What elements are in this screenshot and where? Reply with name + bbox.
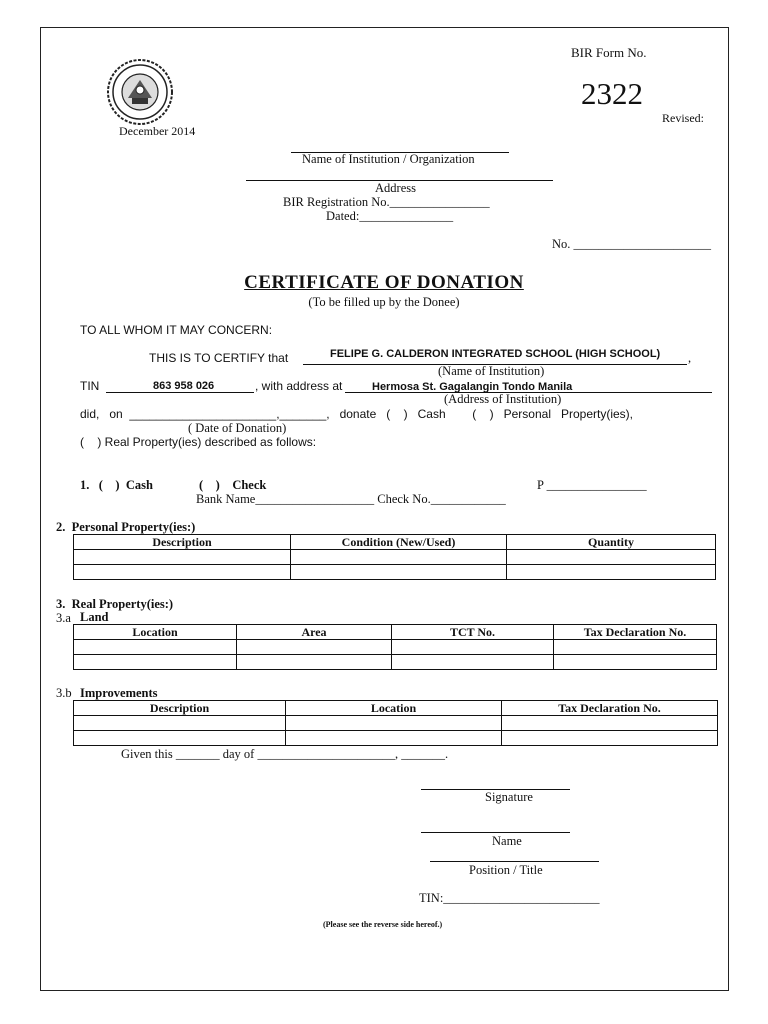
position-line[interactable]: [430, 861, 599, 862]
dated-field[interactable]: Dated:_______________: [326, 209, 454, 223]
comma: ,: [688, 351, 692, 365]
form-label: BIR Form No.: [571, 45, 647, 60]
date-of-donation-caption: ( Date of Donation): [188, 421, 287, 435]
table-row: [74, 550, 716, 565]
table-row: [74, 565, 716, 580]
land-number: 3.a: [56, 611, 71, 625]
bir-seal-logo: [106, 58, 174, 126]
certificate-subtitle: (To be filled up by the Donee): [308, 295, 460, 309]
column-header: Quantity: [507, 535, 716, 550]
column-header: Description: [74, 535, 291, 550]
institution-name-value[interactable]: FELIPE G. CALDERON INTEGRATED SCHOOL (HIGH SCHOOL): [330, 348, 661, 360]
column-header: Description: [74, 701, 286, 716]
land-table: [73, 624, 717, 670]
land-label: Land: [80, 610, 109, 624]
column-header: Location: [74, 625, 237, 640]
donation-line[interactable]: did, on ______________________,_______, donate ( ) Cash ( ) Personal Property(ies),: [80, 407, 634, 421]
cash-option[interactable]: 1. ( ) Cash: [80, 478, 153, 492]
given-this-field[interactable]: Given this _______ day of ______________________, _______.: [121, 747, 449, 761]
improvements-label: Improvements: [80, 686, 158, 700]
name-caption-footer: Name: [492, 834, 522, 848]
column-header: TCT No.: [392, 625, 554, 640]
salutation: TO ALL WHOM IT MAY CONCERN:: [80, 323, 273, 337]
address-caption: Address: [375, 181, 416, 195]
table-row: [74, 716, 718, 731]
certificate-title: CERTIFICATE OF DONATION: [244, 272, 524, 293]
column-header: Tax Declaration No.: [502, 701, 718, 716]
bank-check-field[interactable]: Bank Name___________________ Check No.____________: [196, 492, 506, 506]
table-row: [74, 640, 717, 655]
name-line[interactable]: [421, 832, 570, 833]
bir-registration-field[interactable]: BIR Registration No.________________: [283, 195, 490, 209]
personal-property-table: [73, 534, 716, 580]
form-border: [40, 27, 729, 991]
table-row: [74, 731, 718, 746]
signature-caption: Signature: [485, 790, 533, 804]
column-header: Condition (New/Used): [291, 535, 507, 550]
form-number: 2322: [581, 76, 643, 111]
table-row: [74, 655, 717, 670]
improvements-table: [73, 700, 718, 746]
position-caption: Position / Title: [469, 863, 543, 877]
revised-label: Revised:: [662, 111, 704, 125]
signatory-tin-field[interactable]: TIN:_________________________: [419, 891, 600, 905]
peso-amount-field[interactable]: P ________________: [537, 478, 647, 492]
tin-value[interactable]: 863 958 026: [153, 380, 215, 392]
tin-prefix: TIN: [80, 379, 100, 393]
certify-prefix: THIS IS TO CERTIFY that: [149, 351, 289, 365]
reverse-side-note: (Please see the reverse side hereof.): [323, 920, 443, 929]
address-of-institution-caption: (Address of Institution): [444, 392, 562, 406]
donor-address-value[interactable]: Hermosa St. Gagalangin Tondo Manila: [372, 381, 573, 393]
improvements-number: 3.b: [56, 686, 72, 700]
real-property-heading: 3. Real Property(ies:): [56, 597, 174, 611]
personal-property-heading: 2. Personal Property(ies:): [56, 520, 196, 534]
certificate-number-field[interactable]: No. ______________________: [552, 237, 712, 251]
column-header: Location: [286, 701, 502, 716]
column-header: Area: [237, 625, 392, 640]
name-caption: (Name of Institution): [438, 364, 545, 378]
tin-mid: , with address at: [255, 379, 343, 393]
column-header: Tax Declaration No.: [554, 625, 717, 640]
tin-line: [106, 392, 254, 393]
form-date: December 2014: [119, 124, 196, 138]
check-option[interactable]: ( ) Check: [199, 478, 267, 492]
institution-caption: Name of Institution / Organization: [302, 152, 475, 166]
real-property-line[interactable]: ( ) Real Property(ies) described as follows:: [80, 435, 317, 449]
